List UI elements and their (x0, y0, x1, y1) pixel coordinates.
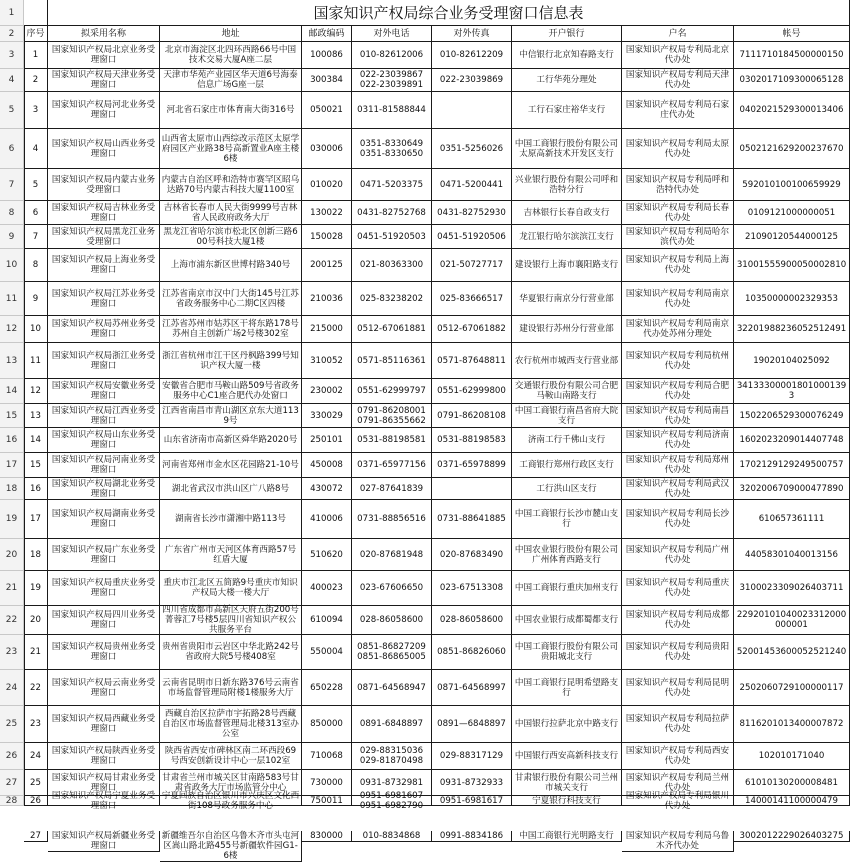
table-cell[interactable]: 0471-5203375 (352, 169, 432, 201)
table-cell[interactable]: 国家知识产权局广东业务受理窗口 (48, 539, 160, 571)
table-cell[interactable]: 31001555900050002810 (734, 249, 850, 282)
table-cell[interactable]: 0931-8732981 (352, 770, 432, 796)
table-title: 国家知识产权局综合业务受理窗口信息表 (48, 0, 850, 26)
table-cell[interactable]: 025-83238202 (352, 282, 432, 316)
table-cell[interactable]: 3 (24, 92, 48, 129)
table-cell[interactable]: 国家知识产权局专利局广州代办处 (622, 539, 734, 571)
row-header[interactable]: 12 (0, 316, 24, 343)
table-cell[interactable]: 26 (24, 796, 48, 806)
table-cell[interactable]: 25 (24, 770, 48, 796)
table-cell[interactable]: 510620 (302, 539, 352, 571)
table-cell[interactable]: 国家知识产权局内蒙古业务受理窗口 (48, 169, 160, 201)
table-cell[interactable]: 025-83666517 (432, 282, 512, 316)
table-cell[interactable]: 3100023309026403711 (734, 571, 850, 606)
table-cell[interactable]: 44058301040013156 (734, 539, 850, 571)
table-cell[interactable]: 国家知识产权局专利局天津代办处 (622, 69, 734, 92)
table-cell[interactable]: 2 (24, 69, 48, 92)
table-cell[interactable]: 江苏省苏州市姑苏区干将东路178号苏州自主创新广场2号楼302室 (160, 316, 302, 343)
table-cell[interactable]: 0431-82752930 (432, 201, 512, 225)
table-cell[interactable]: 中国银行拉萨北京中路支行 (512, 706, 622, 743)
table-cell[interactable]: 021-50727717 (432, 249, 512, 282)
table-cell[interactable]: 中国工商银行长沙市麓山支行 (512, 500, 622, 539)
table-cell[interactable]: 0731-88641885 (432, 500, 512, 539)
table-cell[interactable]: 20 (24, 606, 48, 635)
table-cell[interactable]: 1 (24, 42, 48, 69)
table-cell[interactable]: 0531-88198581 (352, 428, 432, 453)
table-cell[interactable]: 22920101040023312000000001 (734, 606, 850, 635)
table-cell[interactable]: 国家知识产权局专利局长沙代办处 (622, 500, 734, 539)
table-cell[interactable]: 甘肃省兰州市城关区甘南路583号甘肃省政务大厅市场监管分中心 (160, 770, 302, 796)
row-header[interactable]: 21 (0, 571, 24, 606)
table-cell[interactable]: 国家知识产权局专利局拉萨代办处 (622, 706, 734, 743)
table-cell[interactable]: 国家知识产权局天津业务受理窗口 (48, 69, 160, 92)
table-cell[interactable]: 0851-86826060 (432, 635, 512, 670)
table-cell[interactable]: 7111710184500000150 (734, 42, 850, 69)
table-cell[interactable]: 国家知识产权局专利局贵阳代办处 (622, 635, 734, 670)
table-cell[interactable]: 0311-81588844 (352, 92, 432, 129)
table-left-border (24, 26, 25, 806)
table-cell[interactable]: 19 (24, 571, 48, 606)
table-cell[interactable]: 0791-86208108 (432, 404, 512, 428)
table-cell[interactable]: 国家知识产权局专利局济南代办处 (622, 428, 734, 453)
table-cell[interactable]: 中国农业银行成都蜀都支行 (512, 606, 622, 635)
table-cell[interactable]: 028-86058600 (352, 606, 432, 635)
row-header[interactable]: 15 (0, 404, 24, 428)
table-cell[interactable]: 0851-86827209 0851-86865005 (352, 635, 432, 670)
table-cell[interactable]: 国家知识产权局新疆业务受理窗口 (48, 831, 160, 852)
table-cell[interactable]: 0351-8330649 0351-8330650 (352, 129, 432, 169)
table-cell[interactable]: 730000 (302, 770, 352, 796)
table-cell[interactable]: 0571-85116361 (352, 343, 432, 379)
table-cell[interactable]: 23 (24, 706, 48, 743)
table-cell[interactable]: 中信银行北京知春路支行 (512, 42, 622, 69)
table-cell[interactable]: 中国工商银行股份有限公司太原高新技术开发区支行 (512, 129, 622, 169)
table-cell[interactable]: 国家知识产权局专利局上海代办处 (622, 249, 734, 282)
table-cell[interactable]: 61010130200008481 (734, 770, 850, 796)
row-header[interactable]: 1 (0, 0, 24, 26)
table-cell[interactable]: 贵州省贵阳市云岩区中华北路242号省政府大院5号楼408室 (160, 635, 302, 670)
table-cell[interactable]: 021-80363300 (352, 249, 432, 282)
table-cell[interactable]: 江西省南昌市青山湖区京东大道1139号 (160, 404, 302, 428)
table-cell[interactable]: 410006 (302, 500, 352, 539)
table-cell[interactable]: 023-67606650 (352, 571, 432, 606)
table-cell[interactable]: 0502121629200237670 (734, 129, 850, 169)
table-cell[interactable]: 650228 (302, 670, 352, 706)
table-cell[interactable]: 国家知识产权局专利局成都代办处 (622, 606, 734, 635)
table-cell[interactable]: 102010171040 (734, 743, 850, 770)
table-cell[interactable]: 610094 (302, 606, 352, 635)
table-cell[interactable]: 32201988236052512491 (734, 316, 850, 343)
table-cell[interactable]: 029-88317129 (432, 743, 512, 770)
table-cell[interactable]: 850000 (302, 706, 352, 743)
table-cell[interactable]: 0531-88198583 (432, 428, 512, 453)
table-cell[interactable]: 0451-51920506 (432, 225, 512, 249)
row-header[interactable]: 22 (0, 606, 24, 635)
row-header[interactable]: 13 (0, 343, 24, 379)
table-cell[interactable]: 国家知识产权局安徽业务受理窗口 (48, 379, 160, 404)
table-cell[interactable]: 国家知识产权局西藏业务受理窗口 (48, 706, 160, 743)
table-cell[interactable]: 710068 (302, 743, 352, 770)
table-cell[interactable]: 河北省石家庄市体育南大街316号 (160, 92, 302, 129)
table-cell[interactable]: 050021 (302, 92, 352, 129)
table-cell[interactable]: 国家知识产权局云南业务受理窗口 (48, 670, 160, 706)
table-cell[interactable]: 国家知识产权局专利局合肥代办处 (622, 379, 734, 404)
table-cell[interactable]: 河南省郑州市金水区花园路21-10号 (160, 453, 302, 478)
table-cell[interactable]: 027-87641839 (352, 478, 432, 500)
table-cell[interactable]: 国家知识产权局专利局南京代办处 (622, 282, 734, 316)
table-cell[interactable]: 0871-64568997 (432, 670, 512, 706)
table-cell[interactable]: 210036 (302, 282, 352, 316)
table-cell[interactable]: 450008 (302, 453, 352, 478)
table-cell[interactable]: 0431-82752768 (352, 201, 432, 225)
table-cell[interactable]: 国家知识产权局专利局北京代办处 (622, 42, 734, 69)
row-header[interactable]: 23 (0, 635, 24, 670)
table-cell[interactable]: 国家知识产权局江西业务受理窗口 (48, 404, 160, 428)
row-header[interactable]: 17 (0, 453, 24, 478)
table-cell[interactable]: 国家知识产权局专利局南昌代办处 (622, 404, 734, 428)
table-cell[interactable]: 华夏银行南京分行营业部 (512, 282, 622, 316)
table-cell[interactable]: 400023 (302, 571, 352, 606)
table-cell[interactable]: 北京市海淀区北四环西路66号中国技术交易大厦A座二层 (160, 42, 302, 69)
table-cell[interactable] (432, 92, 512, 129)
table-cell[interactable]: 湖南省长沙市潇湘中路113号 (160, 500, 302, 539)
table-cell[interactable]: 022-23039869 (432, 69, 512, 92)
table-cell[interactable]: 国家知识产权局专利局石家庄代办处 (622, 92, 734, 129)
table-cell[interactable]: 国家知识产权局吉林业务受理窗口 (48, 201, 160, 225)
table-cell[interactable]: 工行华苑分理处 (512, 69, 622, 92)
column-header[interactable]: 地址 (160, 26, 302, 42)
table-cell[interactable]: 中国工商银行昆明希望路支行 (512, 670, 622, 706)
table-cell[interactable]: 国家知识产权局宁夏业务受理窗口 (48, 796, 160, 806)
table-cell[interactable]: 150028 (302, 225, 352, 249)
table-cell[interactable]: 4 (24, 129, 48, 169)
table-cell[interactable]: 天津市华苑产业园区华天道6号海泰信息广场G座一层 (160, 69, 302, 92)
table-cell[interactable]: 0512-67061881 (352, 316, 432, 343)
table-cell[interactable]: 550004 (302, 635, 352, 670)
table-cell[interactable]: 国家知识产权局河南业务受理窗口 (48, 453, 160, 478)
table-cell[interactable]: 国家知识产权局四川业务受理窗口 (48, 606, 160, 635)
table-cell[interactable]: 国家知识产权局专利局郑州代办处 (622, 453, 734, 478)
table-cell[interactable]: 0951-6981617 (432, 796, 512, 806)
table-cell[interactable]: 0371-65978899 (432, 453, 512, 478)
table-cell[interactable]: 工商银行郑州行政区支行 (512, 453, 622, 478)
column-header[interactable]: 户名 (622, 26, 734, 42)
table-cell[interactable]: 22 (24, 670, 48, 706)
row-header[interactable]: 14 (0, 379, 24, 404)
table-cell[interactable]: 8 (24, 249, 48, 282)
table-cell[interactable]: 020-87681948 (352, 539, 432, 571)
row-header[interactable]: 8 (0, 201, 24, 225)
table-cell[interactable]: 3202006709000477890 (734, 478, 850, 500)
table-cell[interactable]: 0991-8834186 (432, 831, 512, 842)
table-cell[interactable]: 吉林省长春市人民大街9999号吉林省人民政府政务大厅 (160, 201, 302, 225)
table-cell[interactable]: 山西省太原市山西综改示范区太原学府园区产业路38号高新置业A座主楼6楼 (160, 129, 302, 169)
table-cell[interactable]: 国家知识产权局山西业务受理窗口 (48, 129, 160, 169)
row-header[interactable]: 26 (0, 743, 24, 770)
table-cell[interactable]: 龙江银行哈尔滨滨江支行 (512, 225, 622, 249)
table-cell[interactable]: 山东省济南市高新区舜华路2020号 (160, 428, 302, 453)
table-cell[interactable]: 国家知识产权局专利局呼和浩特代办处 (622, 169, 734, 201)
table-cell[interactable]: 610657361111 (734, 500, 850, 539)
table-cell[interactable]: 5 (24, 169, 48, 201)
table-cell[interactable]: 0351-5256026 (432, 129, 512, 169)
row-header[interactable]: 25 (0, 706, 24, 743)
table-cell[interactable]: 250101 (302, 428, 352, 453)
table-cell[interactable]: 1602023209014407748 (734, 428, 850, 453)
table-cell[interactable]: 030006 (302, 129, 352, 169)
table-cell[interactable]: 230002 (302, 379, 352, 404)
table-cell[interactable]: 国家知识产权局浙江业务受理窗口 (48, 343, 160, 379)
table-cell[interactable]: 1502206529300076249 (734, 404, 850, 428)
table-cell[interactable]: 浙江省杭州市江干区丹枫路399号知识产权大厦一楼 (160, 343, 302, 379)
table-cell[interactable]: 020-87683490 (432, 539, 512, 571)
table-cell[interactable]: 010-82612006 (352, 42, 432, 69)
table-cell[interactable]: 0891—6848897 (432, 706, 512, 743)
table-cell[interactable]: 341333000018010001393 (734, 379, 850, 404)
table-cell[interactable]: 0731-88856516 (352, 500, 432, 539)
table-cell[interactable]: 7 (24, 225, 48, 249)
table-cell[interactable]: 陕西省西安市碑林区南二环西段69号西安创新设计中心一层102室 (160, 743, 302, 770)
table-cell[interactable]: 11 (24, 343, 48, 379)
table-cell[interactable]: 内蒙古自治区呼和浩特市赛罕区昭乌达路70号内蒙古科技大厦1100室 (160, 169, 302, 201)
table-cell[interactable]: 0791-86208001 0791-86355662 (352, 404, 432, 428)
table-cell[interactable]: 0371-65977156 (352, 453, 432, 478)
table-cell[interactable]: 国家知识产权局江苏业务受理窗口 (48, 282, 160, 316)
table-cell[interactable]: 国家知识产权局专利局兰州代办处 (622, 770, 734, 796)
table-cell[interactable]: 国家知识产权局专利局昆明代办处 (622, 670, 734, 706)
table-cell[interactable]: 国家知识产权局上海业务受理窗口 (48, 249, 160, 282)
table-cell[interactable]: 215000 (302, 316, 352, 343)
table-cell[interactable]: 15 (24, 453, 48, 478)
row-header[interactable]: 28 (0, 796, 24, 806)
table-cell[interactable]: 国家知识产权局重庆业务受理窗口 (48, 571, 160, 606)
row-header[interactable]: 3 (0, 42, 24, 69)
table-cell[interactable]: 新疆维吾尔自治区乌鲁木齐市头屯河区嵩山路北路455号新疆软件园G1-6楼 (160, 831, 302, 862)
table-cell[interactable]: 中国银行西安高新科技支行 (512, 743, 622, 770)
table-cell[interactable]: 200125 (302, 249, 352, 282)
row-header[interactable]: 24 (0, 670, 24, 706)
row-header[interactable]: 5 (0, 92, 24, 129)
table-cell[interactable]: 0571-87648811 (432, 343, 512, 379)
table-cell[interactable]: 国家知识产权局专利局哈尔滨代办处 (622, 225, 734, 249)
column-header[interactable]: 序号 (24, 26, 48, 42)
table-cell[interactable]: 兴业银行股份有限公司呼和浩特分行 (512, 169, 622, 201)
table-cell[interactable]: 16 (24, 478, 48, 500)
table-cell[interactable]: 0512-67061882 (432, 316, 512, 343)
table-cell[interactable]: 17 (24, 500, 48, 539)
table-cell[interactable]: 国家知识产权局专利局长春代办处 (622, 201, 734, 225)
table-cell[interactable]: 农行杭州市城西支行营业部 (512, 343, 622, 379)
column-header[interactable]: 开户银行 (512, 26, 622, 42)
table-cell[interactable]: 国家知识产权局专利局乌鲁木齐代办处 (622, 831, 734, 852)
table-cell[interactable]: 0551-62999800 (432, 379, 512, 404)
table-cell[interactable]: 国家知识产权局陕西业务受理窗口 (48, 743, 160, 770)
row-header[interactable]: 2 (0, 26, 24, 42)
table-cell[interactable]: 中国农业银行股份有限公司广州体育西路支行 (512, 539, 622, 571)
table-cell[interactable]: 中国工商银行光明路支行 (512, 831, 622, 842)
table-cell[interactable]: 国家知识产权局河北业务受理窗口 (48, 92, 160, 129)
row-header[interactable]: 4 (0, 69, 24, 92)
row-header[interactable]: 9 (0, 225, 24, 249)
table-cell[interactable]: 130022 (302, 201, 352, 225)
table-cell[interactable]: 0471-5200441 (432, 169, 512, 201)
table-cell[interactable]: 010-82612209 (432, 42, 512, 69)
table-cell[interactable]: 吉林银行长春自政支行 (512, 201, 622, 225)
row-header[interactable]: 20 (0, 539, 24, 571)
table-cell[interactable]: 022-23039867 022-23039891 (352, 69, 432, 92)
table-cell[interactable]: 0871-64568947 (352, 670, 432, 706)
table-cell[interactable]: 2502060729100000117 (734, 670, 850, 706)
table-cell[interactable]: 建设银行上海市襄阳路支行 (512, 249, 622, 282)
table-cell[interactable]: 028-86058600 (432, 606, 512, 635)
table-cell[interactable]: 江苏省南京市汉中门大街145号江苏省政务服务中心二期C区四楼 (160, 282, 302, 316)
table-cell[interactable]: 0302017109300065128 (734, 69, 850, 92)
table-cell[interactable]: 029-88315036 029-81870498 (352, 743, 432, 770)
row-header[interactable]: 11 (0, 282, 24, 316)
table-cell[interactable]: 13 (24, 404, 48, 428)
title-left-cell[interactable] (24, 0, 48, 26)
table-cell[interactable] (432, 478, 512, 500)
table-cell[interactable]: 黑龙江省哈尔滨市松北区创新三路600号科技大厦1楼 (160, 225, 302, 249)
table-cell[interactable]: 0551-62999797 (352, 379, 432, 404)
table-cell[interactable]: 14 (24, 428, 48, 453)
table-cell[interactable]: 21090120544000125 (734, 225, 850, 249)
table-cell[interactable]: 西藏自治区拉萨市宇拓路28号西藏自治区市场监督管理局北楼313室办公室 (160, 706, 302, 743)
table-cell[interactable]: 592010100100659929 (734, 169, 850, 201)
table-cell[interactable]: 上海市浦东新区世博村路340号 (160, 249, 302, 282)
table-cell[interactable]: 1702129129249500757 (734, 453, 850, 478)
table-cell[interactable]: 10350000002329353 (734, 282, 850, 316)
column-header[interactable]: 帐号 (734, 26, 850, 42)
table-cell[interactable]: 国家知识产权局专利局武汉代办处 (622, 478, 734, 500)
row-header[interactable]: 6 (0, 129, 24, 169)
row-header[interactable]: 19 (0, 500, 24, 539)
table-cell[interactable]: 国家知识产权局湖南业务受理窗口 (48, 500, 160, 539)
table-cell[interactable]: 010020 (302, 169, 352, 201)
table-cell[interactable]: 广东省广州市天河区体育西路57号红盾大厦 (160, 539, 302, 571)
table-cell[interactable]: 工行洪山区支行 (512, 478, 622, 500)
table-cell[interactable]: 750011 (302, 796, 352, 806)
table-cell[interactable]: 8116201013400007872 (734, 706, 850, 743)
table-cell[interactable]: 国家知识产权局专利局银川代办处 (622, 796, 734, 806)
table-cell[interactable]: 工行石家庄裕华支行 (512, 92, 622, 129)
table-cell[interactable]: 52001453600052521240 (734, 635, 850, 670)
table-cell[interactable]: 重庆市江北区五简路9号重庆市知识产权局大楼一楼大厅 (160, 571, 302, 606)
table-cell[interactable]: 24 (24, 743, 48, 770)
table-cell[interactable]: 300384 (302, 69, 352, 92)
table-cell[interactable]: 国家知识产权局专利局南京代办处苏州分理处 (622, 316, 734, 343)
table-cell[interactable]: 宁夏银行科技支行 (512, 796, 622, 806)
column-header[interactable]: 拟采用名称 (48, 26, 160, 42)
table-cell[interactable]: 国家知识产权局专利局西安代办处 (622, 743, 734, 770)
table-cell[interactable]: 国家知识产权局湖北业务受理窗口 (48, 478, 160, 500)
table-cell[interactable]: 湖北省武汉市洪山区广八路8号 (160, 478, 302, 500)
table-cell[interactable]: 宁夏回族自治区银川市兴庆区文化西街108号政务服务中心 (160, 796, 302, 806)
table-cell[interactable]: 建设银行苏州分行营业部 (512, 316, 622, 343)
table-cell[interactable]: 19020104025092 (734, 343, 850, 379)
column-header[interactable]: 对外电话 (352, 26, 432, 42)
table-cell[interactable]: 6 (24, 201, 48, 225)
row-header[interactable]: 18 (0, 478, 24, 500)
table-cell[interactable]: 023-67513308 (432, 571, 512, 606)
table-cell[interactable]: 国家知识产权局贵州业务受理窗口 (48, 635, 160, 670)
table-cell[interactable]: 国家知识产权局专利局杭州代办处 (622, 343, 734, 379)
table-cell[interactable]: 中国工商银行股份有限公司贵阳城北支行 (512, 635, 622, 670)
row-header[interactable]: 27 (0, 770, 24, 796)
table-cell[interactable]: 0891-6848897 (352, 706, 432, 743)
table-cell[interactable]: 国家知识产权局北京业务受理窗口 (48, 42, 160, 69)
table-cell[interactable]: 12 (24, 379, 48, 404)
row-header[interactable]: 10 (0, 249, 24, 282)
table-cell[interactable]: 100086 (302, 42, 352, 69)
table-cell[interactable]: 330029 (302, 404, 352, 428)
table-cell[interactable]: 18 (24, 539, 48, 571)
column-header[interactable]: 对外传真 (432, 26, 512, 42)
table-cell[interactable]: 济南工行千佛山支行 (512, 428, 622, 453)
table-cell[interactable]: 10 (24, 316, 48, 343)
table-cell[interactable]: 010-8834868 (352, 831, 432, 842)
table-cell[interactable]: 国家知识产权局专利局重庆代办处 (622, 571, 734, 606)
table-cell[interactable]: 310052 (302, 343, 352, 379)
table-cell[interactable]: 国家知识产权局山东业务受理窗口 (48, 428, 160, 453)
table-cell[interactable]: 0109121000000051 (734, 201, 850, 225)
table-cell[interactable]: 0402021529300013406 (734, 92, 850, 129)
table-cell[interactable]: 27 (24, 831, 48, 842)
table-cell[interactable]: 云南省昆明市日新东路376号云南省市场监督管理局附楼1楼服务大厅 (160, 670, 302, 706)
table-cell[interactable]: 21 (24, 635, 48, 670)
table-cell[interactable]: 国家知识产权局黑龙江业务受理窗口 (48, 225, 160, 249)
table-cell[interactable]: 430072 (302, 478, 352, 500)
table-cell[interactable]: 9 (24, 282, 48, 316)
table-cell[interactable]: 0931-8732933 (432, 770, 512, 796)
table-cell[interactable]: 四川省成都市高新区天府五街200号菁蓉汇7号楼5层四川省知识产权公共服务平台 (160, 606, 302, 635)
table-cell[interactable]: 中国工商银行重庆加州支行 (512, 571, 622, 606)
table-cell[interactable]: 安徽省合肥市马鞍山路509号省政务服务中心C1座合肥代办处窗口 (160, 379, 302, 404)
table-cell[interactable]: 中国工商银行南昌省府大院支行 (512, 404, 622, 428)
table-cell[interactable]: 14000141100000479 (734, 796, 850, 806)
table-cell[interactable]: 甘肃银行股份有限公司兰州市城关支行 (512, 770, 622, 796)
row-header[interactable]: 16 (0, 428, 24, 453)
table-cell[interactable]: 0951-6981607 0951-6982790 (352, 796, 432, 806)
table-cell[interactable]: 3002012229026403275 (734, 831, 850, 842)
table-cell[interactable]: 国家知识产权局专利局太原代办处 (622, 129, 734, 169)
table-cell[interactable]: 交通银行股份有限公司合肥马鞍山南路支行 (512, 379, 622, 404)
table-cell[interactable]: 830000 (302, 831, 352, 842)
column-header[interactable]: 邮政编码 (302, 26, 352, 42)
row-header[interactable]: 7 (0, 169, 24, 201)
table-cell[interactable]: 0451-51920503 (352, 225, 432, 249)
table-cell[interactable]: 国家知识产权局甘肃业务受理窗口 (48, 770, 160, 796)
table-cell[interactable]: 国家知识产权局苏州业务受理窗口 (48, 316, 160, 343)
